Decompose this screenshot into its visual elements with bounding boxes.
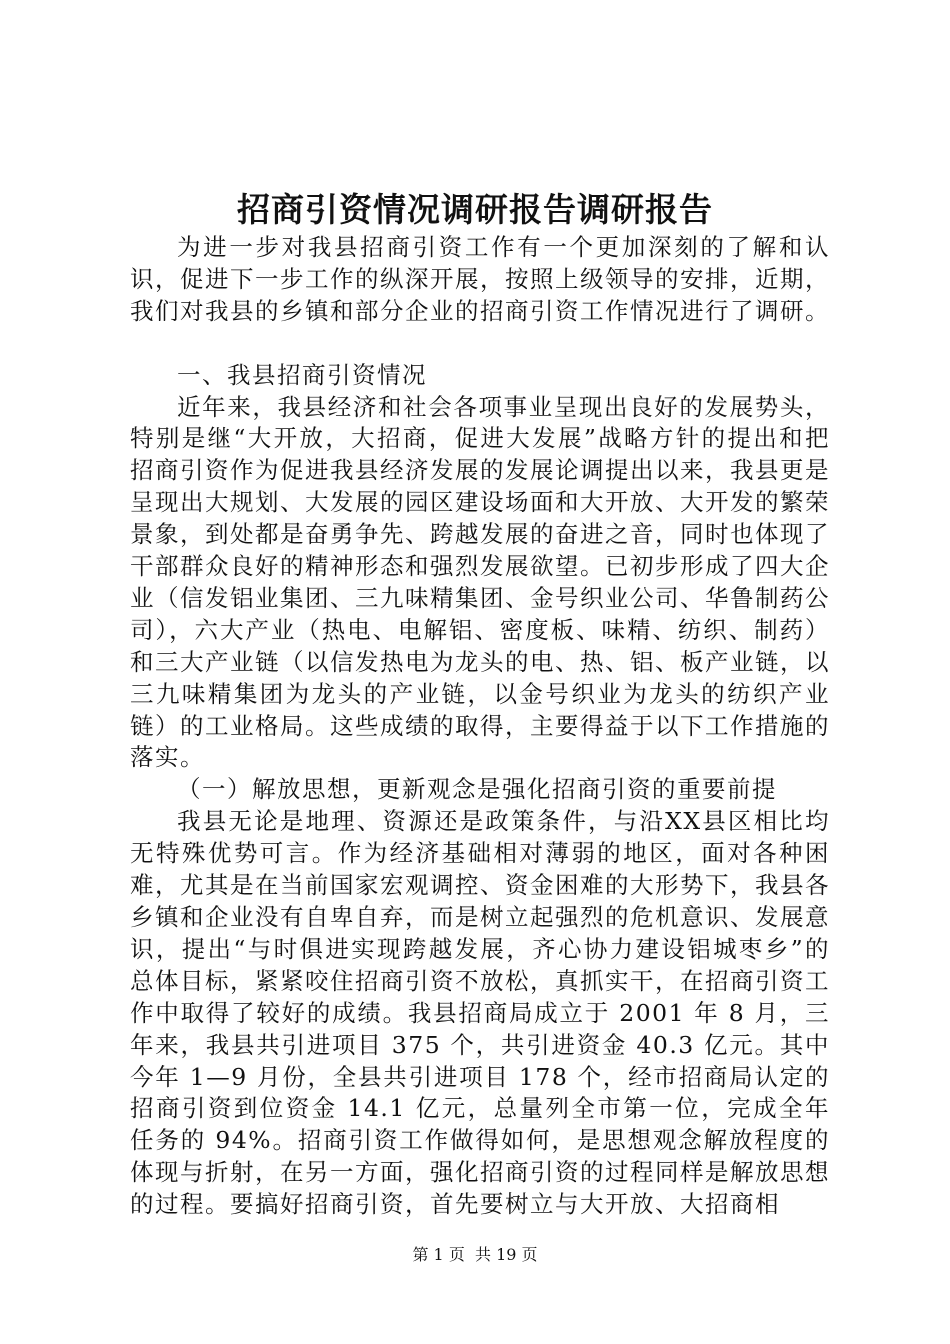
section-paragraph: 近年来，我县经济和社会各项事业呈现出良好的发展势头，特别是继“大开放，大招商，促进大发展”战略方针的提出和把招商引资作为促进我县经济发展的发展论调提出以来，我县更是呈现出大规划、大发展的园区建设场面和大开放、大开发的繁荣景象，到处都是奋勇争先、跨越发展的奋进之音，同时也体现了干部群众良好的精神形态和强烈发展欲望。已初步形成了四大企业（信发铝业集团、三九味精集团、金号织业公司、华鲁制药公司），六大产业（热电、电解铝、密度板、味精、纺织、制药）和三大产业链（以信发热电为龙头的电、热、铝、板产业链，以三九味精集团为龙头的产业链，以金号织业为龙头的纺织产业链）的工业格局。这些成绩的取得，主要得益于以下工作措施的落实。 (130, 392, 830, 772)
section-heading: 一、我县招商引资情况 (177, 360, 427, 389)
subsection-heading: （一）解放思想，更新观念是强化招商引资的重要前提 (177, 775, 777, 804)
paragraph-spacer (130, 328, 830, 360)
document-title: 招商引资情况调研报告调研报告 (237, 190, 713, 229)
intro-paragraph: 为进一步对我县招商引资工作有一个更加深刻的了解和认识，促进下一步工作的纵深开展，按照上级领导的安排，近期，我们对我县的乡镇和部分企业的招商引资工作情况进行了调研。 (130, 233, 830, 325)
subsection-paragraph: 我县无论是地理、资源还是政策条件，与沿XX县区相比均无特殊优势可言。作为经济基础相对薄弱的地区，面对各种困难，尤其是在当前国家宏观调控、资金困难的大形势下，我县各乡镇和企业没有自卑自弃，而是树立起强烈的危机意识、发展意识，提出“与时俱进实现跨越发展，齐心协力建设铝城枣乡”的总体目标，紧紧咬住招商引资不放松，真抓实干，在招商引资工作中取得了较好的成绩。我县招商局成立于 2001 年 8 月，三年来，我县共引进项目 375 个，共引进资金 40.3 亿元。其中今年 1—9 月份，全县共引进项目 178 个，经市招商局认定的招商引资到位资金 14.1 亿元，总量列全市第一位，完成全年任务的 94%。招商引资工作做得如何，是思想观念解放程度的体现与折射，在另一方面，强化招商引资的过程同样是解放思想的过程。要搞好招商引资，首先要树立与大开放、大招商相 (130, 807, 830, 1219)
page-footer: 第 1 页 共 19 页 (412, 1245, 538, 1264)
document-body (130, 232, 830, 1221)
